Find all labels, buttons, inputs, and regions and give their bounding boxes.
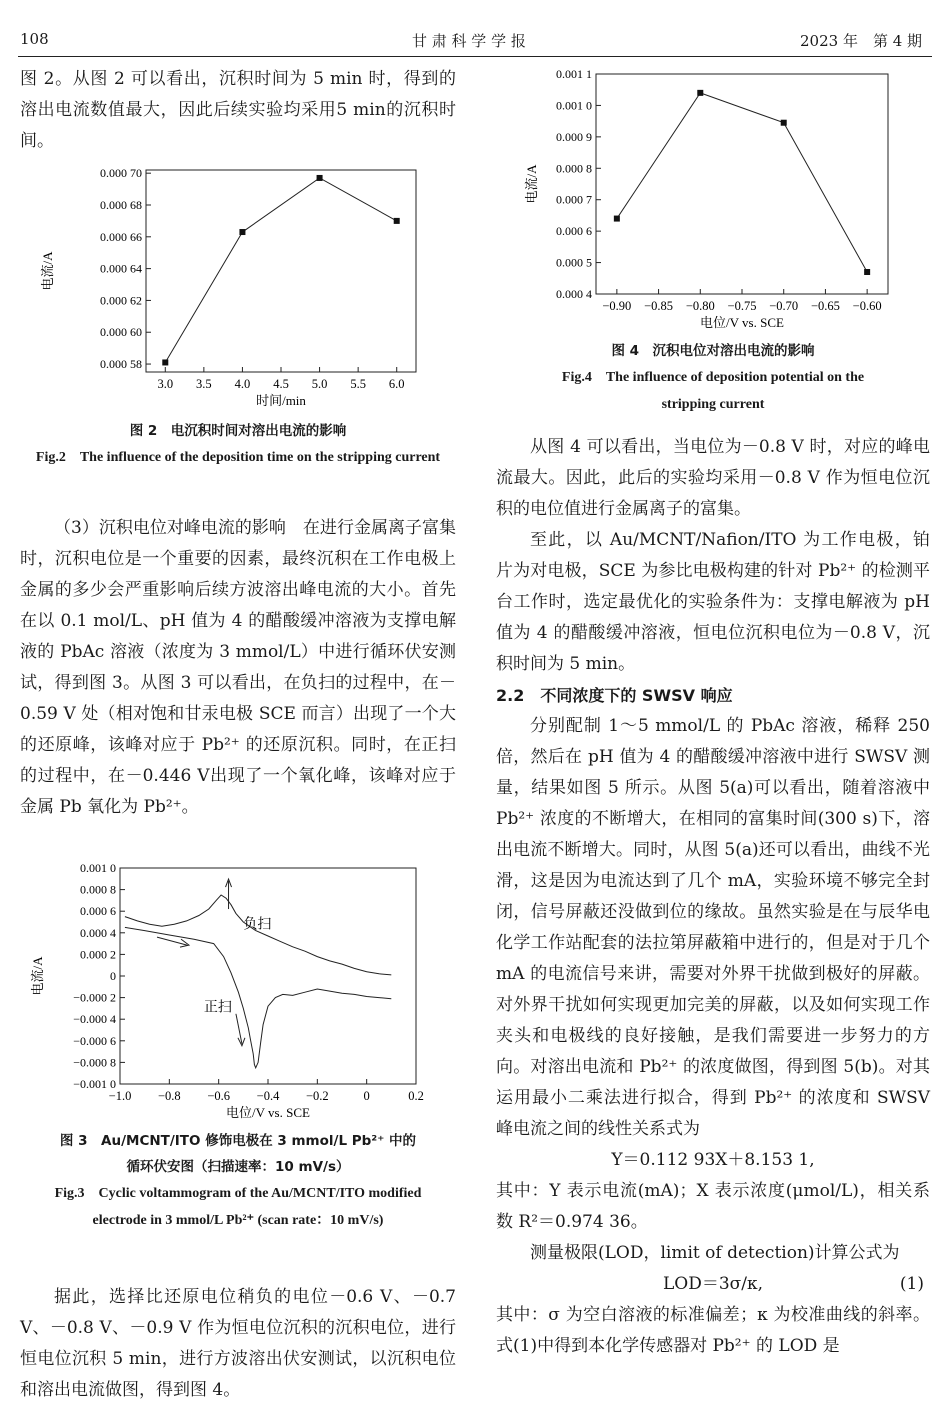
data-point xyxy=(162,359,168,365)
x-axis-label: 电位/V vs. SCE xyxy=(700,315,784,330)
y-tick-label: −0.000 2 xyxy=(73,990,116,1005)
y-tick-label: 0.000 62 xyxy=(100,293,142,308)
plot-frame xyxy=(120,868,416,1084)
y-tick-label: −0.001 0 xyxy=(73,1077,116,1091)
x-tick-label: 0 xyxy=(363,1089,370,1103)
data-line xyxy=(617,93,867,272)
figure-caption-en: electrode in 3 mmol/L Pb²⁺ (scan rate：10 mV/s) xyxy=(92,1213,384,1228)
data-point xyxy=(317,175,323,181)
y-axis-label: 电流/A xyxy=(524,164,539,204)
figure-caption-en: stripping current xyxy=(661,397,765,412)
x-tick-label: −0.8 xyxy=(157,1089,181,1103)
data-point xyxy=(239,229,245,235)
x-tick-label: −0.6 xyxy=(207,1089,231,1103)
figure-caption-en: Fig.3 Cyclic voltammogram of the Au/MCNT/ITO modified xyxy=(54,1186,422,1201)
paragraph: 其中：Y 表示电流(mA)；X 表示浓度(μmol/L)，相关系数 R²＝0.974 36。 xyxy=(496,1181,930,1232)
annotation-label: 正扫 xyxy=(203,1000,232,1016)
figure-caption-cn: 图 2 电沉积时间对溶出电流的影响 xyxy=(129,423,347,439)
right-column xyxy=(496,432,930,1362)
y-tick-label: 0.000 64 xyxy=(100,261,142,276)
left-column-body xyxy=(20,513,456,823)
section-heading: 2.2 不同浓度下的 SWSV 响应 xyxy=(496,686,733,705)
y-tick-label: 0.000 2 xyxy=(80,947,116,962)
x-tick-label: 6.0 xyxy=(388,377,405,391)
y-tick-label: 0.000 7 xyxy=(556,192,592,207)
y-tick-label: 0.000 8 xyxy=(556,161,592,176)
x-tick-label: −0.85 xyxy=(644,299,674,313)
x-tick-label: 5.5 xyxy=(350,377,366,391)
y-tick-label: −0.000 8 xyxy=(73,1055,116,1070)
paragraph: 图 2。从图 2 可以看出，沉积时间为 5 min 时，得到的溶出电流数值最大，因此后续实验均采用5 min的沉积时间。 xyxy=(20,69,456,151)
issue-label: 2023 年 第 4 期 xyxy=(800,32,923,50)
series-line xyxy=(125,895,391,975)
equation-number: (1) xyxy=(899,1274,924,1294)
x-tick-label: −0.60 xyxy=(852,299,882,313)
paragraph: （3）沉积电位对峰电流的影响 在进行金属离子富集时，沉积电位是一个重要的因素，最终沉积在工作电极上金属的多少会严重影响后续方波溶出峰电流的大小。首先在以 0.1 mol/L、pH 值为 4 的醋酸缓冲溶液为支撑电解液的 PbAc 溶液（浓度为 3 mmol/L）中进行循环伏安测试，得到图 3。从图 3 可以看出，在负扫的过程中，在－0.59 V 处（相对饱和甘汞电极 SCE 而言）出现了一个大的还原峰，该峰对应于 Pb²⁺ 的还原沉积。同时，在正扫的过程中，在－0.446 V出现了一个氧化峰，该峰对应于金属 Pb 氧化为 Pb²⁺。 xyxy=(20,518,456,817)
x-axis-label: 电位/V vs. SCE xyxy=(226,1105,310,1120)
equation xyxy=(496,1269,930,1300)
y-tick-label: −0.000 6 xyxy=(73,1033,116,1048)
figure-2-chart xyxy=(38,160,438,415)
y-tick-label: −0.000 4 xyxy=(73,1012,116,1027)
y-tick-label: 0.000 5 xyxy=(556,255,592,270)
x-tick-label: 5.0 xyxy=(311,377,328,391)
data-point xyxy=(394,218,400,224)
paragraph: 分别配制 1～5 mmol/L 的 PbAc 溶液，稀释 250 倍，然后在 pH 值为 4 的醋酸缓冲溶液中进行 SWSV 测量，结果如图 5 所示。从图 5(a)可以看出，随着溶液中 Pb²⁺ 浓度的不断增大，在相同的富集时间(300 s)下，溶出电流不断增大。同时，从图 5(a)还可以看出，曲线不光滑，这是因为电流达到了几个 mA，实验环境不够完全封闭，信号屏蔽还没做到位的缘故。虽然实验是在与辰华电化学工作站配套的法拉第屏蔽箱中进行的，但是对于几个 mA 的电流信号来讲，需要对外界干扰做到极好的屏蔽。对外界干扰如何实现更加完美的屏蔽，以及如何实现工作夹头和电极线的良好接触，是我们需要进一步努力的方向。对溶出电流和 Pb²⁺ 的浓度做图，得到图 5(b)。对其运用最小二乘法进行拟合，得到 Pb²⁺ 的浓度和 SWSV 峰电流之间的线性关系式为 xyxy=(496,716,930,1139)
data-point xyxy=(864,269,870,275)
y-tick-label: 0.001 0 xyxy=(80,861,116,875)
figure-2-caption xyxy=(20,418,456,471)
x-tick-label: −0.65 xyxy=(810,299,840,313)
figure-caption-en: Fig.4 The influence of deposition potential on the xyxy=(561,370,865,385)
y-tick-label: 0.000 66 xyxy=(100,229,142,244)
x-tick-label: 4.0 xyxy=(234,377,251,391)
y-tick-label: 0.000 9 xyxy=(556,129,592,144)
data-point xyxy=(614,216,620,222)
y-tick-label: 0.000 58 xyxy=(100,357,142,372)
paragraph: 测量极限(LOD，limit of detection)计算公式为 xyxy=(530,1243,900,1263)
header-rule xyxy=(18,56,932,57)
data-point xyxy=(781,120,787,126)
annotation-label: 负扫 xyxy=(243,917,272,933)
y-tick-label: 0.000 70 xyxy=(100,166,142,181)
left-column-bottom xyxy=(20,1282,456,1406)
paragraph: 据此，选择比还原电位稍负的电位－0.6 V、－0.7 V、－0.8 V、－0.9 V 作为恒电位沉积的沉积电位，进行恒电位沉积 5 min，进行方波溶出伏安测试，以沉积电位和溶出电流做图，得到图 4。 xyxy=(20,1287,456,1400)
y-tick-label: 0.000 6 xyxy=(556,224,592,239)
y-tick-label: 0.000 68 xyxy=(100,197,142,212)
y-tick-label: 0.000 4 xyxy=(80,925,116,940)
left-column xyxy=(20,64,456,157)
y-tick-label: 0.000 8 xyxy=(80,882,116,897)
plot-frame xyxy=(146,170,416,372)
equation: Y＝0.112 93X＋8.153 1, xyxy=(611,1150,815,1170)
figure-4-chart xyxy=(510,62,910,340)
page-number: 108 xyxy=(20,30,49,48)
x-tick-label: −0.4 xyxy=(256,1089,280,1103)
x-tick-label: −0.70 xyxy=(769,299,799,313)
paragraph: 至此，以 Au/MCNT/Nafion/ITO 为工作电极，铂片为对电极，SCE 为参比电极构建的针对 Pb²⁺ 的检测平台工作时，选定最优化的实验条件为：支撑电解液为 pH 值为 4 的醋酸缓冲溶液，恒电位沉积电位为－0.8 V，沉积时间为 5 min。 xyxy=(496,530,930,674)
x-tick-label: −0.2 xyxy=(305,1089,329,1103)
data-point xyxy=(697,90,703,96)
figure-caption-cn: 图 4 沉积电位对溶出电流的影响 xyxy=(611,343,815,359)
paragraph: 从图 4 可以看出，当电位为－0.8 V 时，对应的峰电流最大。因此，此后的实验均采用－0.8 V 作为恒电位沉积的电位值进行金属离子的富集。 xyxy=(496,437,930,519)
y-tick-label: 0.000 4 xyxy=(556,287,592,301)
x-tick-label: 0.2 xyxy=(408,1089,424,1103)
x-tick-label: 3.5 xyxy=(196,377,212,391)
y-tick-label: 0.001 1 xyxy=(556,67,592,81)
equation-body: LOD＝3σ/κ, xyxy=(662,1274,764,1294)
figure-3-caption xyxy=(20,1128,456,1234)
x-tick-label: 3.0 xyxy=(157,377,174,391)
x-tick-label: −0.80 xyxy=(685,299,715,313)
data-line xyxy=(165,178,396,363)
x-axis-label: 时间/min xyxy=(256,393,306,408)
y-axis-label: 电流/A xyxy=(40,251,55,291)
x-tick-label: −1.0 xyxy=(108,1089,132,1103)
y-tick-label: 0.000 60 xyxy=(100,325,142,340)
scan-arrow xyxy=(157,937,187,945)
y-tick-label: 0.000 6 xyxy=(80,904,116,919)
paragraph: 其中：σ 为空白溶液的标准偏差；κ 为校准曲线的斜率。式(1)中得到本化学传感器对 Pb²⁺ 的 LOD 是 xyxy=(496,1305,930,1356)
series-line xyxy=(125,927,391,1067)
y-tick-label: 0.001 0 xyxy=(556,98,592,113)
figure-4-caption xyxy=(496,338,930,418)
x-tick-label: −0.90 xyxy=(602,299,632,313)
page-header xyxy=(0,0,950,58)
journal-name: 甘 肃 科 学 学 报 xyxy=(412,32,526,50)
figure-caption-cn: 循环伏安图（扫描速率：10 mV/s） xyxy=(126,1159,350,1175)
x-tick-label: 4.5 xyxy=(273,377,289,391)
x-tick-label: −0.75 xyxy=(727,299,757,313)
y-tick-label: 0 xyxy=(110,969,116,983)
figure-caption-en: Fig.2 The influence of the deposition time on the stripping current xyxy=(35,450,441,465)
figure-3-chart xyxy=(28,860,438,1130)
figure-caption-cn: 图 3 Au/MCNT/ITO 修饰电极在 3 mmol/L Pb²⁺ 中的 xyxy=(59,1133,417,1149)
y-axis-label: 电流/A xyxy=(30,956,45,996)
